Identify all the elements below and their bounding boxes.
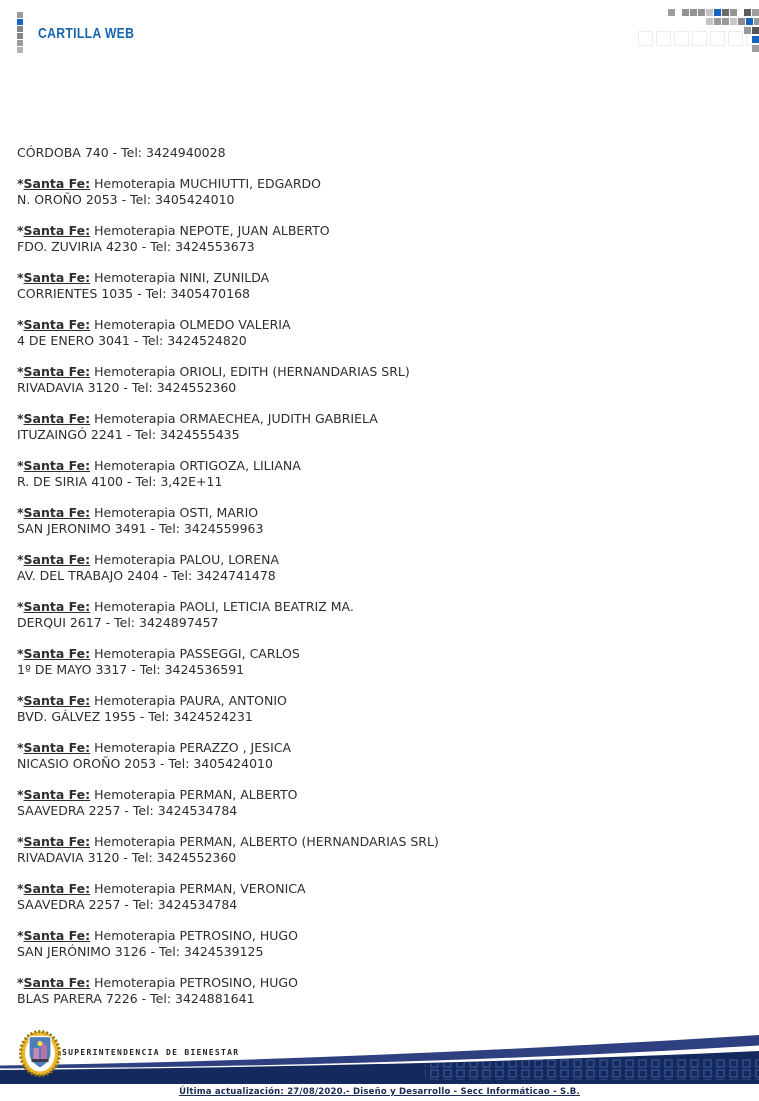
directory-entry bbox=[17, 364, 749, 396]
entry-label: Santa Fe: bbox=[23, 646, 91, 661]
entry-text: Hemoterapia PALOU, LORENA bbox=[94, 552, 280, 567]
entry-label: Santa Fe: bbox=[23, 458, 91, 473]
directory-entry bbox=[17, 317, 749, 349]
directory-entry bbox=[17, 458, 749, 490]
entry-line1 bbox=[17, 364, 749, 380]
entry-text: Hemoterapia ORTIGOZA, LILIANA bbox=[94, 458, 301, 473]
entry-text: Hemoterapia NINI, ZUNILDA bbox=[94, 270, 270, 285]
entry-address: R. DE SIRIA 4100 - Tel: 3,42E+11 bbox=[17, 474, 223, 489]
last-updated-text: Última actualización: 27/08/2020.- Diseño y Desarrollo - Secc Informáticao - S.B. bbox=[179, 1087, 580, 1097]
entry-line1 bbox=[17, 881, 749, 897]
entry-label: Santa Fe: bbox=[23, 223, 91, 238]
entry-label: Santa Fe: bbox=[23, 317, 91, 332]
entry-address: BVD. GÁLVEZ 1955 - Tel: 3424524231 bbox=[17, 709, 253, 724]
directory-entry bbox=[17, 270, 749, 302]
entry-text: Hemoterapia PERMAN, VERONICA bbox=[94, 881, 306, 896]
entry-label: Santa Fe: bbox=[23, 975, 91, 990]
entry-prefix: * bbox=[17, 646, 24, 661]
entry-prefix: * bbox=[17, 505, 24, 520]
directory-entry bbox=[17, 411, 749, 443]
directory-entry bbox=[17, 928, 749, 960]
directory-entry bbox=[17, 505, 749, 537]
entry-label: Santa Fe: bbox=[23, 552, 91, 567]
entry-line1 bbox=[17, 834, 749, 850]
entry-prefix: * bbox=[17, 928, 24, 943]
entry-prefix: * bbox=[17, 270, 24, 285]
entry-prefix: * bbox=[17, 223, 24, 238]
entry-label: Santa Fe: bbox=[23, 928, 91, 943]
entry-text: Hemoterapia OLMEDO VALERIA bbox=[94, 317, 291, 332]
entry-address: SAAVEDRA 2257 - Tel: 3424534784 bbox=[17, 803, 238, 818]
entry-line1 bbox=[17, 740, 749, 756]
entry-address: CORRIENTES 1035 - Tel: 3405470168 bbox=[17, 286, 250, 301]
entry-line1 bbox=[17, 505, 749, 521]
entry-address: DERQUI 2617 - Tel: 3424897457 bbox=[17, 615, 219, 630]
entry-prefix: * bbox=[17, 317, 24, 332]
directory-entry bbox=[17, 740, 749, 772]
entry-label: Santa Fe: bbox=[23, 505, 91, 520]
entry-prefix: * bbox=[17, 364, 24, 379]
directory-entry bbox=[17, 599, 749, 631]
entry-line1 bbox=[17, 223, 749, 239]
directory-entry bbox=[17, 646, 749, 678]
entry-line1 bbox=[17, 693, 749, 709]
entry-text: Hemoterapia MUCHIUTTI, EDGARDO bbox=[94, 176, 321, 191]
entry-prefix: * bbox=[17, 881, 24, 896]
entry-line1 bbox=[17, 317, 749, 333]
entry-text: Hemoterapia ORIOLI, EDITH (HERNANDARIAS SRL) bbox=[94, 364, 410, 379]
entry-text: Hemoterapia PERMAN, ALBERTO bbox=[94, 787, 298, 802]
entry-line1 bbox=[17, 787, 749, 803]
directory-entry bbox=[17, 176, 749, 208]
entry-address: RIVADAVIA 3120 - Tel: 3424552360 bbox=[17, 380, 237, 395]
entry-prefix: * bbox=[17, 834, 24, 849]
entry-address: SAN JERONIMO 3491 - Tel: 3424559963 bbox=[17, 521, 264, 536]
entry-prefix: * bbox=[17, 740, 24, 755]
entry-prefix: * bbox=[17, 458, 24, 473]
entry-label: Santa Fe: bbox=[23, 834, 91, 849]
entry-address: RIVADAVIA 3120 - Tel: 3424552360 bbox=[17, 850, 237, 865]
page-title: CARTILLA WEB bbox=[38, 26, 135, 42]
entry-text: Hemoterapia OSTI, MARIO bbox=[94, 505, 259, 520]
entry-prefix: * bbox=[17, 693, 24, 708]
entry-prefix: * bbox=[17, 975, 24, 990]
entry-label: Santa Fe: bbox=[23, 364, 91, 379]
entry-line1 bbox=[17, 411, 749, 427]
directory-entry bbox=[17, 787, 749, 819]
entry-prefix: * bbox=[17, 411, 24, 426]
organization-name: SUPERINTENDENCIA DE BIENESTAR bbox=[62, 1048, 240, 1057]
entry-label: Santa Fe: bbox=[23, 787, 91, 802]
entry-prefix: * bbox=[17, 552, 24, 567]
entry-label: Santa Fe: bbox=[23, 270, 91, 285]
directory-entry bbox=[17, 975, 749, 1007]
entry-text: Hemoterapia PAURA, ANTONIO bbox=[94, 693, 287, 708]
superintendencia-crest-logo-icon bbox=[19, 1030, 61, 1077]
entry-line1 bbox=[17, 176, 749, 192]
entry-prefix: * bbox=[17, 787, 24, 802]
entry-address: 4 DE ENERO 3041 - Tel: 3424524820 bbox=[17, 333, 247, 348]
entry-address: NICASIO OROÑO 2053 - Tel: 3405424010 bbox=[17, 756, 273, 771]
entry-text: Hemoterapia NEPOTE, JUAN ALBERTO bbox=[94, 223, 330, 238]
entry-text: Hemoterapia PERMAN, ALBERTO (HERNANDARIAS SRL) bbox=[94, 834, 439, 849]
entry-address: BLAS PARERA 7226 - Tel: 3424881641 bbox=[17, 991, 255, 1006]
entry-line1 bbox=[17, 458, 749, 474]
entry-text: Hemoterapia PETROSINO, HUGO bbox=[94, 928, 298, 943]
entry-label: Santa Fe: bbox=[23, 881, 91, 896]
entry-label: Santa Fe: bbox=[23, 693, 91, 708]
entry-label: Santa Fe: bbox=[23, 411, 91, 426]
directory-entry bbox=[17, 834, 749, 866]
directory-list bbox=[17, 145, 749, 1022]
entry-label: Santa Fe: bbox=[23, 599, 91, 614]
entry-prefix: * bbox=[17, 599, 24, 614]
entry-text: Hemoterapia PASSEGGI, CARLOS bbox=[94, 646, 300, 661]
entry-line1 bbox=[17, 552, 749, 568]
directory-entry bbox=[17, 881, 749, 913]
entry-line1 bbox=[17, 646, 749, 662]
entry-text: Hemoterapia ORMAECHEA, JUDITH GABRIELA bbox=[94, 411, 378, 426]
entry-address: N. OROÑO 2053 - Tel: 3405424010 bbox=[17, 192, 235, 207]
entry-address: 1º DE MAYO 3317 - Tel: 3424536591 bbox=[17, 662, 245, 677]
entry-label: Santa Fe: bbox=[23, 740, 91, 755]
entry-address: SAN JERÓNIMO 3126 - Tel: 3424539125 bbox=[17, 944, 264, 959]
entry-text: Hemoterapia PETROSINO, HUGO bbox=[94, 975, 298, 990]
entry-line1 bbox=[17, 975, 749, 991]
entry-line1 bbox=[17, 270, 749, 286]
directory-entry bbox=[17, 223, 749, 255]
entry-prefix: * bbox=[17, 176, 24, 191]
entry-line1 bbox=[17, 928, 749, 944]
entry-address: AV. DEL TRABAJO 2404 - Tel: 3424741478 bbox=[17, 568, 276, 583]
entry-address: SAAVEDRA 2257 - Tel: 3424534784 bbox=[17, 897, 238, 912]
entry-address: ITUZAINGÓ 2241 - Tel: 3424555435 bbox=[17, 427, 240, 442]
directory-entry bbox=[17, 693, 749, 725]
entry-label: Santa Fe: bbox=[23, 176, 91, 191]
directory-entry bbox=[17, 552, 749, 584]
entry-text: Hemoterapia PAOLI, LETICIA BEATRIZ MA. bbox=[94, 599, 354, 614]
entry-line1 bbox=[17, 599, 749, 615]
entry-text: Hemoterapia PERAZZO , JESICA bbox=[94, 740, 292, 755]
directory-leading-line: CÓRDOBA 740 - Tel: 3424940028 bbox=[17, 145, 226, 160]
entry-address: FDO. ZUVIRIA 4230 - Tel: 3424553673 bbox=[17, 239, 255, 254]
